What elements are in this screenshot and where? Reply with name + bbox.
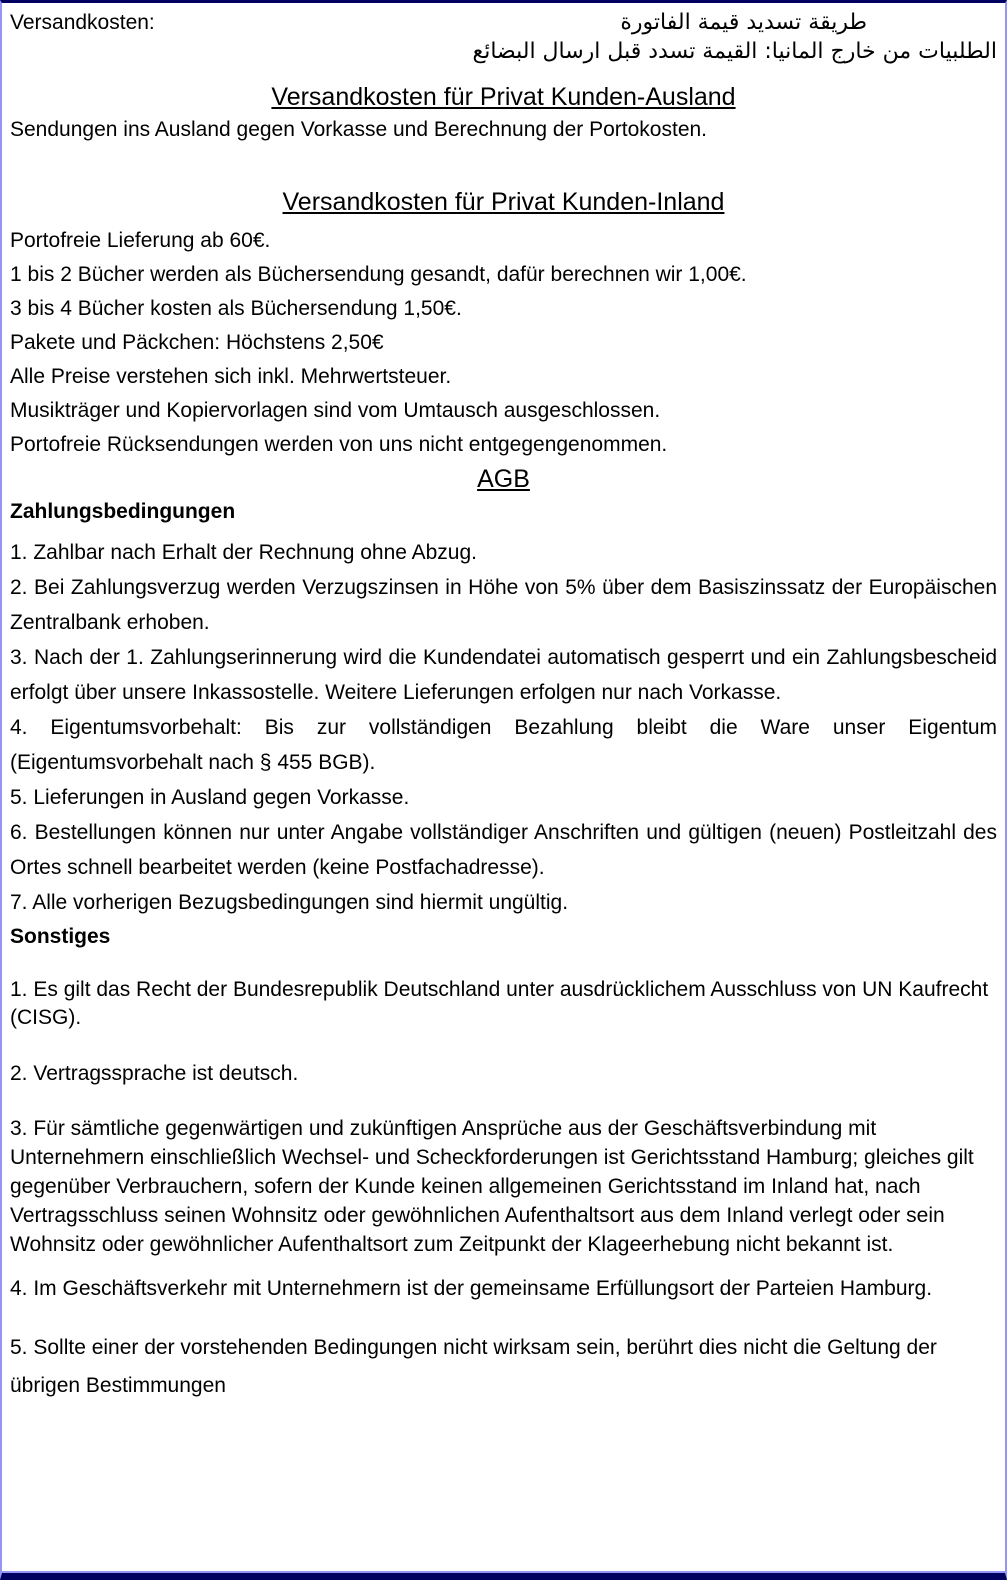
inland-line: 1 bis 2 Bücher werden als Büchersendung gesandt, dafür berechnen wir 1,00€. bbox=[10, 263, 747, 286]
misc-item: 5. Sollte einer der vorstehenden Bedingungen nicht wirksam sein, berührt dies nicht die Geltung der übrigen Bestimmungen bbox=[10, 1336, 937, 1397]
heading-agb: AGB bbox=[477, 465, 530, 493]
misc-item: 3. Für sämtliche gegenwärtigen und zukünftigen Ansprüche aus der Geschäftsverbindung mit Unternehmern einschließlich Wechsel- und Scheckforderungen ist Gerichtsstand Hamburg; gleiches gilt gegenüber Verbrauchern, sofern der Kunde keinen allgemeinen Gerichtsstand im Inland hat, nach Vertragsschluss seinen Wohnsitz oder gewöhnlichen Aufenthaltsort aus dem Inland verlegt oder sein Wohnsitz oder gewöhnlicher Aufenthaltsort zum Zeitpunkt der Klageerhebung nicht bekannt ist. bbox=[10, 1117, 974, 1256]
ausland-note: Sendungen ins Ausland gegen Vorkasse und Berechnung der Portokosten. bbox=[10, 118, 708, 141]
heading-ausland: Versandkosten für Privat Kunden-Ausland bbox=[271, 83, 736, 111]
misc-title: Sonstiges bbox=[10, 925, 111, 948]
inland-line: 3 bis 4 Bücher kosten als Büchersendung 1,50€. bbox=[10, 297, 462, 320]
payment-terms-title: Zahlungsbedingungen bbox=[10, 500, 236, 523]
inland-line: Musikträger und Kopiervorlagen sind vom Umtausch ausgeschlossen. bbox=[10, 399, 661, 422]
inland-lines bbox=[10, 224, 997, 462]
inland-line: Portofreie Rücksendungen werden von uns nicht entgegengenommen. bbox=[10, 433, 668, 456]
misc-item: 1. Es gilt das Recht der Bundesrepublik Deutschland unter ausdrücklichem Ausschluss von UN Kaufrecht (CISG). bbox=[10, 978, 989, 1029]
versandkosten-label: Versandkosten: bbox=[10, 11, 155, 34]
misc-item: 2. Vertragssprache ist deutsch. bbox=[10, 1062, 299, 1085]
payment-term-item: 5. Lieferungen in Ausland gegen Vorkasse. bbox=[10, 786, 410, 809]
payment-term-item: 2. Bei Zahlungsverzug werden Verzugszinsen in Höhe von 5% über dem Basiszinssatz der Europäischen Zentralbank erhoben. bbox=[10, 576, 997, 634]
misc-item: 4. Im Geschäftsverkehr mit Unternehmern ist der gemeinsame Erfüllungsort der Parteien Hamburg. bbox=[10, 1277, 933, 1300]
arabic-payment-method-line: طريقة تسديد قيمة الفاتورة bbox=[620, 10, 867, 35]
inland-line: Portofreie Lieferung ab 60€. bbox=[10, 229, 271, 252]
header-row bbox=[10, 8, 997, 37]
payment-term-item: 6. Bestellungen können nur unter Angabe vollständiger Anschriften und gültigen (neuen) Postleitzahl des Ortes schnell bearbeitet werden (keine Postfachadresse). bbox=[10, 821, 997, 879]
arabic-orders-note-line: الطلبيات من خارج المانيا: القيمة تسدد قبل ارسال البضائع bbox=[472, 39, 997, 64]
payment-term-item: 1. Zahlbar nach Erhalt der Rechnung ohne Abzug. bbox=[10, 541, 477, 564]
payment-term-item: 7. Alle vorherigen Bezugsbedingungen sind hiermit ungültig. bbox=[10, 891, 569, 914]
misc-list bbox=[10, 976, 997, 1405]
heading-inland: Versandkosten für Privat Kunden-Inland bbox=[282, 188, 725, 216]
inland-line: Alle Preise verstehen sich inkl. Mehrwertsteuer. bbox=[10, 365, 452, 388]
payment-term-item: 4. Eigentumsvorbehalt: Bis zur vollständigen Bezahlung bleibt die Ware unser Eigentum (Eigentumsvorbehalt nach § 455 BGB). bbox=[10, 716, 997, 774]
inland-line: Pakete und Päckchen: Höchstens 2,50€ bbox=[10, 331, 384, 354]
payment-terms-list bbox=[10, 535, 997, 920]
payment-term-item: 3. Nach der 1. Zahlungserinnerung wird die Kundendatei automatisch gesperrt und ein Zahlungsbescheid erfolgt über unsere Inkassostelle. Weitere Lieferungen erfolgen nur nach Vorkasse. bbox=[10, 646, 997, 704]
